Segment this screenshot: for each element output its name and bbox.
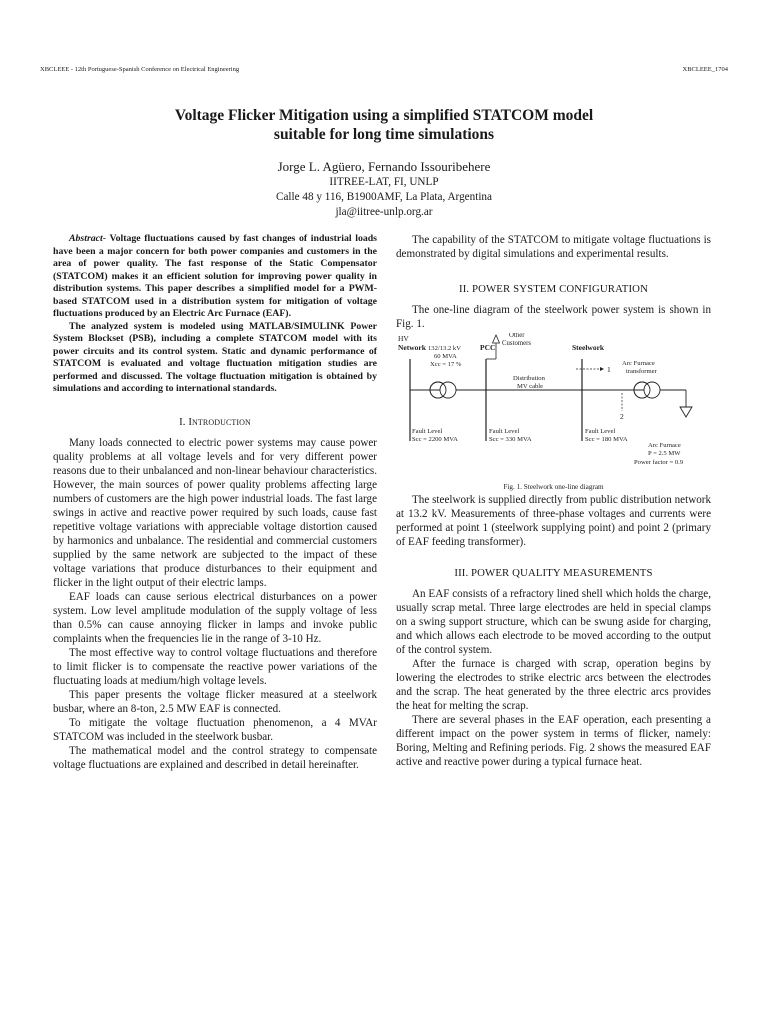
label-pcc: PCC xyxy=(480,343,496,352)
affiliation-email: jla@iitree-unlp.org.ar xyxy=(335,206,433,218)
label-arc-transformer-2: transformer xyxy=(626,368,657,375)
title-line-2: suitable for long time simulations xyxy=(273,126,495,143)
header-conference: XBCLEEE - 12th Portuguese-Spanish Conference on Electrical Engineering xyxy=(40,66,240,73)
section-heading-configuration: II. POWER SYSTEM CONFIGURATION xyxy=(459,283,648,295)
label-scc-3: Scc = 180 MVA xyxy=(585,436,628,443)
label-scc-1: Scc = 2200 MVA xyxy=(412,436,458,443)
abstract-text-1: Voltage fluctuations caused by fast changes of industrial loads have been a major concern for both power companies and customers in the area of power quality. The fast response of the Static Compensator (STATCOM) makes it an efficient solution for improving power quality in distribution systems. This paper describes a simplified model for a PWM-based STATCOM used in a distribution system for mitigation of voltage fluctuations produced by an Electric Arc Furnace (EAF). xyxy=(53,233,377,319)
config-paragraph-2: The steelwork is supplied directly from public distribution network at 13.2 kV. Measurements of three-phase voltages and currents were performed at point 1 (steelwork supplying point) and point 2 (primary of EAF feeding transformer). xyxy=(396,494,711,548)
label-fault-3: Fault Level xyxy=(585,428,616,435)
label-tx-kv: 132/13.2 kV xyxy=(428,345,461,352)
transformer-1-winding-b xyxy=(440,382,456,398)
pq-paragraph-3: There are several phases in the EAF operation, each presenting a different impact on the power system in terms of flicker, namely: Boring, Melting and Refining periods. Fig. 2 shows the measured EAF active and reactive power during a typical furnace heat. xyxy=(396,714,711,768)
figure-1-one-line-diagram xyxy=(396,333,711,483)
label-scc-2: Scc = 330 MVA xyxy=(489,436,532,443)
title-line-1: Voltage Flicker Mitigation using a simplified STATCOM model xyxy=(174,107,594,124)
config-paragraph-1: The one-line diagram of the steelwork power system is shown in Fig. 1. xyxy=(396,304,711,330)
label-steelwork: Steelwork xyxy=(572,343,605,352)
intro-paragraph-5: To mitigate the voltage fluctuation phenomenon, a 4 MVAr STATCOM was included in the steelwork busbar. xyxy=(53,716,377,743)
label-point-1: 1 xyxy=(607,365,611,374)
label-load-2: P = 2.5 MW xyxy=(648,450,681,457)
affiliation-address: Calle 48 y 116, B1900AMF, La Plata, Argentina xyxy=(276,191,492,203)
label-arc-transformer-1: Arc Furnace xyxy=(622,360,655,367)
section-heading-power-quality: III. POWER QUALITY MEASUREMENTS xyxy=(454,567,653,579)
label-fault-1: Fault Level xyxy=(412,428,443,435)
intro-paragraph-1: Many loads connected to electric power systems may cause power quality problems at all voltage levels and for very different power reasons due to their unbalanced and non-linear behaviour characteristics. However, the main sources of power quality problems affecting large numbers of customers are the high power industrial loads. The fast large swings in active and reactive power required by such loads, cause fast repetitive voltage variations with appreciable voltage distortion caused by harmonics and unbalance. The residential and commercial customers supplied by the same network are subjected to the impact of these voltage variations that produce disturbances to their equipment and flicker in the light output of their electric lamps. xyxy=(53,436,377,589)
intro-paragraph-6: The mathematical model and the control strategy to compensate voltage fluctuations are explained and described in detail hereinafter. xyxy=(53,744,377,771)
point-1-arrow-icon xyxy=(600,367,604,371)
running-header xyxy=(40,66,728,73)
header-paper-id: XBCLEEE_1704 xyxy=(682,66,728,73)
transformer-2-winding-b xyxy=(644,382,660,398)
label-other: Other xyxy=(509,333,525,339)
section-heading-introduction: I. Introduction xyxy=(179,415,251,428)
label-fault-2: Fault Level xyxy=(489,428,520,435)
authors: Jorge L. Agüero, Fernando Issouribehere xyxy=(277,159,491,174)
label-point-2: 2 xyxy=(620,412,624,421)
figure-1-caption: Fig. 1. Steelwork one-line diagram xyxy=(503,483,604,491)
one-line-diagram-svg xyxy=(396,333,711,483)
paper-title xyxy=(0,106,768,144)
label-tx-xcc: Xcc = 17 % xyxy=(430,361,462,368)
right-column xyxy=(396,233,711,769)
abstract xyxy=(53,233,377,396)
label-load-1: Arc Furnace xyxy=(648,442,681,449)
abstract-paragraph-2: The analyzed system is modeled using MATLAB/SIMULINK Power System Blockset (PSB), including a complete STATCOM model with its power circuits and its control system. Static and dynamic performance of STATCOM is evaluated and voltage fluctuation mitigation studies are performed and discussed. The voltage fluctuation mitigation is obtained by simulations and according to international standards. xyxy=(53,320,377,394)
pq-paragraph-1: An EAF consists of a refractory lined shell which holds the charge, usually scrap metal. Three large electrodes are held in special clamps on a swing support structure, which can be swung aside for charging, and which allows each electrode to be moved according to the output of the control system. xyxy=(396,588,711,656)
label-load-3: Power factor = 0.9 xyxy=(634,459,684,466)
customers-arrow-icon xyxy=(493,335,500,343)
abstract-paragraph-1 xyxy=(53,233,377,321)
left-column xyxy=(53,233,377,772)
intro-paragraph-3: The most effective way to control voltage fluctuations and therefore to limit flicker is to compensate the reactive power variations of the fluctuating loads at medium/high voltage levels. xyxy=(53,646,377,687)
intro-paragraph-4: This paper presents the voltage flicker measured at a steelwork busbar, where an 8-ton, 2.5 MW EAF is connected. xyxy=(53,688,377,715)
affiliation-institute: IITREE-LAT, FI, UNLP xyxy=(329,176,439,188)
pq-paragraph-2: After the furnace is charged with scrap, operation begins by lowering the electrodes to strike electric arcs between the electrodes and the scrap. The heat generated by the three electric arcs provides the heat for melting the scrap. xyxy=(396,658,711,712)
label-customers: Customers xyxy=(502,340,532,347)
label-network: Network xyxy=(398,343,426,352)
label-tx-mva: 60 MVA xyxy=(434,353,457,360)
intro-paragraph-2: EAF loads can cause serious electrical disturbances on a power system. Low level amplitude modulation of the supply voltage of less than 0.5% can cause annoying flicker in lamps and invoke public complaints when the frequencies lie in the range of 3-10 Hz. xyxy=(53,590,377,645)
label-cable-1: Distribution xyxy=(513,375,545,382)
furnace-load-arrow-icon xyxy=(680,407,692,417)
right-intro-paragraph: The capability of the STATCOM to mitigate voltage fluctuations is demonstrated by digital simulations and experimental results. xyxy=(396,234,711,260)
abstract-label: Abstract- xyxy=(69,233,107,244)
title-block xyxy=(0,106,768,220)
label-cable-2: MV cable xyxy=(517,383,544,390)
label-hv: HV xyxy=(398,334,409,343)
